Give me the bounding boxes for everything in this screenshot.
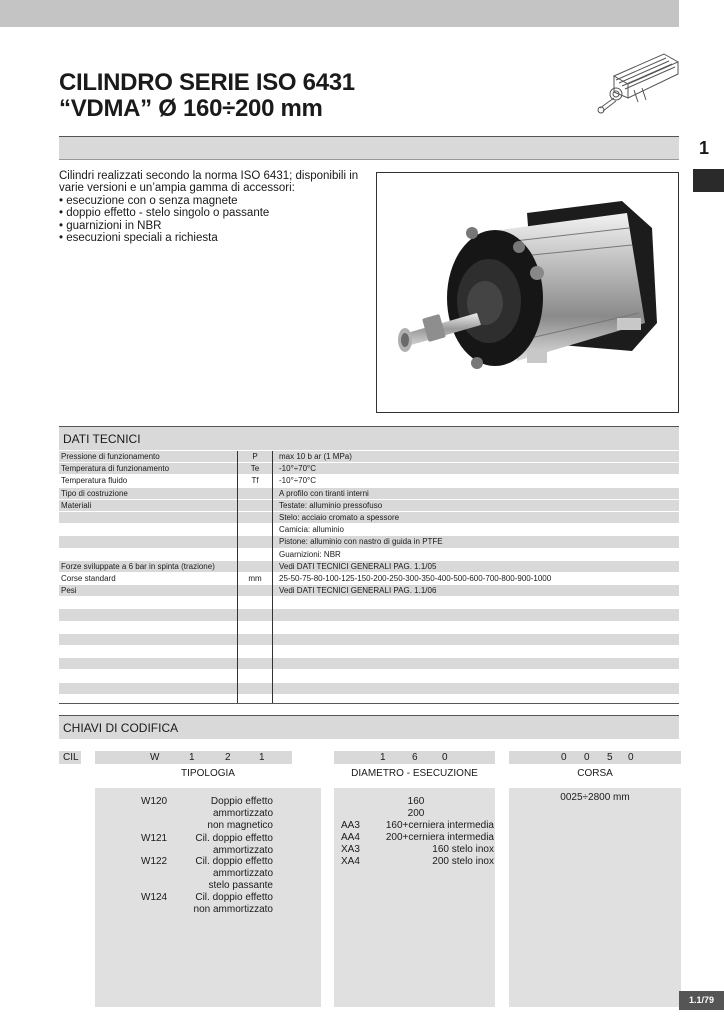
title-line-1: CILINDRO SERIE ISO 6431 bbox=[59, 69, 355, 96]
option-row bbox=[341, 820, 494, 832]
option-desc: 200+cerniera intermedia bbox=[385, 832, 494, 843]
option-code: AA4 bbox=[341, 832, 360, 843]
tipologia-code-cell bbox=[95, 751, 292, 764]
tipologia-options bbox=[95, 788, 321, 1007]
table-row bbox=[59, 609, 679, 621]
code-digit: 0 bbox=[628, 752, 634, 763]
row-value: Camicia: alluminio bbox=[279, 525, 344, 535]
row-label: Materiali bbox=[61, 500, 92, 510]
option-desc-line: ammortizzato bbox=[212, 868, 273, 880]
table-row bbox=[59, 549, 679, 561]
table-row bbox=[59, 695, 679, 707]
page-title bbox=[59, 70, 479, 122]
divider bbox=[59, 703, 679, 704]
table-row bbox=[59, 634, 679, 646]
intro-bullet: • esecuzione con o senza magnete bbox=[59, 194, 238, 207]
option-desc-line: Cil. doppio effetto bbox=[195, 856, 273, 867]
row-label: Corse standard bbox=[61, 573, 116, 583]
table-row bbox=[59, 646, 679, 658]
intro-paragraph: Cilindri realizzati secondo la norma ISO 6431; disponibili in varie versioni e un’ampia gamma di accessori: bbox=[59, 170, 359, 195]
divider bbox=[59, 159, 679, 160]
option-code: W121 bbox=[141, 833, 168, 844]
row-symbol: Tf bbox=[251, 476, 259, 486]
column-divider bbox=[272, 451, 273, 703]
table-row bbox=[59, 573, 679, 585]
option-desc: 200 bbox=[407, 808, 425, 819]
diametro-code-cell bbox=[334, 751, 495, 764]
option-desc: 160+cerniera intermedia bbox=[385, 820, 494, 831]
code-digit: W bbox=[150, 752, 160, 763]
intro-bullet: • doppio effetto - stelo singolo o passante bbox=[59, 207, 270, 220]
row-label: Pressione di funzionamento bbox=[61, 452, 160, 461]
code-digit: 1 bbox=[189, 752, 195, 763]
diametro-options bbox=[334, 788, 495, 1007]
table-row bbox=[59, 561, 679, 573]
row-value: max 10 b ar (1 MPa) bbox=[279, 452, 352, 461]
code-digit: 0 bbox=[561, 752, 567, 763]
option-code: XA4 bbox=[341, 856, 360, 867]
option-row bbox=[341, 844, 494, 856]
diametro-label: DIAMETRO - ESECUZIONE bbox=[351, 768, 478, 779]
table-row bbox=[59, 524, 679, 536]
row-symbol: Te bbox=[250, 464, 260, 474]
cylinder-image bbox=[377, 173, 679, 413]
row-value: Guarnizioni: NBR bbox=[279, 549, 341, 559]
corsa-options bbox=[509, 788, 681, 1007]
corsa-label: CORSA bbox=[577, 768, 613, 779]
option-desc-line: ammortizzato bbox=[212, 808, 273, 820]
option-code: XA3 bbox=[341, 844, 360, 855]
header-band bbox=[0, 0, 679, 27]
option-desc-line: stelo passante bbox=[208, 880, 273, 892]
table-row bbox=[59, 451, 679, 463]
intro-text bbox=[59, 170, 369, 244]
option-code: W122 bbox=[141, 856, 168, 867]
row-symbol: mm bbox=[248, 573, 262, 583]
column-divider bbox=[237, 451, 238, 703]
row-value: -10°÷70°C bbox=[279, 476, 317, 486]
option-desc-line: ammortizzato bbox=[212, 845, 273, 857]
corsa-range: 0025÷2800 mm bbox=[560, 792, 630, 803]
table-row bbox=[59, 463, 679, 475]
table-row bbox=[59, 597, 679, 609]
code-digit: 1 bbox=[259, 752, 265, 763]
code-prefix: CIL bbox=[59, 751, 81, 764]
row-value: -10°÷70°C bbox=[279, 464, 317, 474]
section-tab-marker bbox=[693, 169, 724, 192]
subtitle-band bbox=[59, 137, 679, 159]
table-row bbox=[59, 512, 679, 524]
row-value: Stelo: acciaio cromato a spessore bbox=[279, 512, 400, 522]
table-row bbox=[59, 475, 679, 487]
option-desc: 160 bbox=[407, 796, 425, 807]
cylinder-sketch-icon bbox=[594, 48, 680, 120]
table-row bbox=[59, 622, 679, 634]
option-code: AA3 bbox=[341, 820, 360, 831]
option-desc-line: Cil. doppio effetto bbox=[195, 892, 273, 903]
code-digit: 2 bbox=[225, 752, 231, 763]
row-value: Pistone: alluminio con nastro di guida in PTFE bbox=[279, 537, 443, 547]
code-digit: 0 bbox=[584, 752, 590, 763]
row-symbol: P bbox=[252, 452, 258, 461]
row-label: Temperatura di funzionamento bbox=[61, 464, 170, 474]
technical-data-table bbox=[59, 451, 679, 719]
chiavi-heading: CHIAVI DI CODIFICA bbox=[59, 715, 679, 739]
intro-bullet: • esecuzioni speciali a richiesta bbox=[59, 232, 218, 245]
row-label: Temperatura fluido bbox=[61, 476, 128, 486]
code-digit: 5 bbox=[607, 752, 613, 763]
code-digit: 6 bbox=[412, 752, 418, 763]
row-value: 25-50-75-80-100-125-150-200-250-300-350-400-500-600-700-800-900-1000 bbox=[279, 573, 552, 583]
row-value: Vedi DATI TECNICI GENERALI PAG. 1.1/06 bbox=[279, 586, 437, 596]
table-row bbox=[59, 683, 679, 695]
section-tab-number: 1 bbox=[699, 138, 710, 158]
corsa-code-cell bbox=[509, 751, 681, 764]
code-digit: 1 bbox=[380, 752, 386, 763]
table-row bbox=[59, 585, 679, 597]
option-desc-line: non ammortizzato bbox=[193, 904, 273, 916]
table-row bbox=[59, 536, 679, 548]
code-digit: 0 bbox=[442, 752, 448, 763]
intro-bullet: • guarnizioni in NBR bbox=[59, 219, 162, 232]
table-row bbox=[59, 658, 679, 670]
tipologia-label: TIPOLOGIA bbox=[181, 768, 235, 779]
table-row bbox=[59, 670, 679, 682]
option-desc: 160 stelo inox bbox=[432, 844, 494, 855]
row-value: Testate: alluminio pressofuso bbox=[279, 500, 383, 510]
option-desc bbox=[185, 796, 273, 833]
option-row bbox=[341, 832, 494, 844]
row-value: A profilo con tiranti interni bbox=[279, 488, 369, 498]
row-label: Tipo di costruzione bbox=[61, 488, 128, 498]
row-label: Pesi bbox=[61, 586, 77, 596]
option-desc bbox=[185, 892, 273, 916]
option-code: W124 bbox=[141, 892, 168, 903]
title-line-2: “VDMA” Ø 160÷200 mm bbox=[59, 95, 323, 122]
option-desc-line: non magnetico bbox=[207, 820, 273, 832]
option-desc-line: Cil. doppio effetto bbox=[195, 833, 273, 844]
option-desc bbox=[185, 856, 273, 893]
row-value: Vedi DATI TECNICI GENERALI PAG. 1.1/05 bbox=[279, 561, 437, 571]
row-label: Forze sviluppate a 6 bar in spinta (trazione) bbox=[61, 561, 215, 571]
option-row bbox=[341, 856, 494, 868]
table-row bbox=[59, 488, 679, 500]
table-row bbox=[59, 500, 679, 512]
option-desc bbox=[185, 833, 273, 857]
dati-tecnici-heading: DATI TECNICI bbox=[59, 426, 679, 450]
option-desc: 200 stelo inox bbox=[432, 856, 494, 867]
product-photo bbox=[376, 172, 679, 413]
option-code: W120 bbox=[141, 796, 168, 807]
option-desc-line: Doppio effetto bbox=[210, 796, 273, 807]
page-number: 1.1/79 bbox=[679, 991, 724, 1010]
